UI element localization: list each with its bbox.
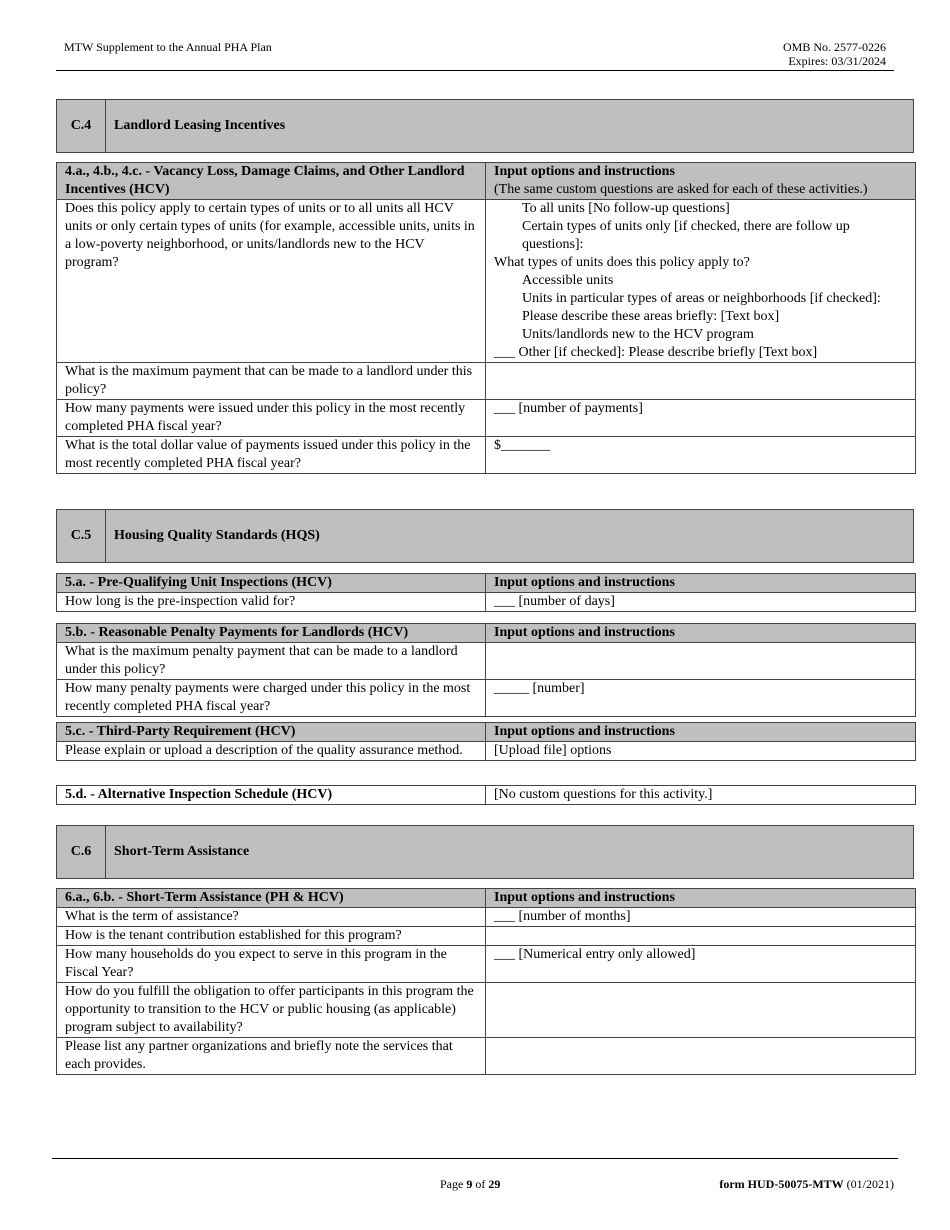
question-max-penalty: What is the maximum penalty payment that can be made to a landlord under this policy?	[57, 643, 486, 680]
section-number: C.6	[57, 826, 106, 878]
c5a-table	[56, 573, 916, 612]
page-number	[440, 1177, 500, 1192]
option-all-units[interactable]	[494, 200, 907, 218]
omb-number: OMB No. 2577-0226	[782, 40, 886, 54]
checkbox-icon	[514, 203, 515, 213]
c4-table	[56, 162, 916, 474]
answer-transition-obligation[interactable]	[486, 983, 916, 1038]
question-quality-assurance: Please explain or upload a description of the quality assurance method.	[57, 742, 486, 761]
option-label: Accessible units	[522, 273, 614, 288]
section-title: Short-Term Assistance	[114, 844, 250, 859]
section-number: C.4	[57, 100, 106, 152]
checkbox-icon	[514, 293, 515, 303]
c5b-column-header-input: Input options and instructions	[486, 624, 916, 643]
c5d-no-questions-note: [No custom questions for this activity.]	[486, 786, 916, 805]
total-pages: 29	[488, 1177, 501, 1191]
header-omb-block	[783, 40, 886, 68]
c5c-column-header-activity: 5.c. - Third-Party Requirement (HCV)	[57, 723, 486, 742]
c5a-column-header-input: Input options and instructions	[486, 574, 916, 593]
c5c-table	[56, 722, 916, 761]
option-label: Certain types of units only [if checked, there are follow up questions]:	[522, 219, 850, 252]
c5d-table	[56, 785, 916, 805]
question-tenant-contribution: How is the tenant contribution established for this program?	[57, 927, 486, 946]
c4-column-header-activity: 4.a., 4.b., 4.c. - Vacancy Loss, Damage Claims, and Other Landlord Incentives (HCV)	[57, 163, 486, 200]
current-page: 9	[466, 1177, 473, 1191]
answer-unit-types	[486, 200, 916, 363]
question-transition-obligation: How do you fulfill the obligation to offer participants in this program the opportunity to transition to the HCV or public housing (as applicable) program subject to availability?	[57, 983, 486, 1038]
answer-penalty-count[interactable]: _____ [number]	[486, 680, 916, 717]
option-accessible-units[interactable]	[494, 272, 907, 290]
header-form-title: MTW Supplement to the Annual PHA Plan	[64, 40, 272, 54]
option-label: To all units [No follow-up questions]	[522, 201, 730, 216]
checkbox-icon	[514, 221, 515, 231]
option-label: Units/landlords new to the HCV program	[522, 327, 754, 342]
answer-partner-organizations[interactable]	[486, 1038, 916, 1075]
section-c5-header	[56, 509, 914, 563]
c6-column-header-activity: 6.a., 6.b. - Short-Term Assistance (PH & HCV)	[57, 889, 486, 908]
option-new-landlords[interactable]	[494, 326, 907, 344]
question-max-payment: What is the maximum payment that can be made to a landlord under this policy?	[57, 363, 486, 400]
form-date: (01/2021)	[846, 1177, 894, 1191]
option-area-units[interactable]	[494, 290, 907, 326]
answer-assistance-term[interactable]: ___ [number of months]	[486, 908, 916, 927]
input-header-note: (The same custom questions are asked for each of these activities.)	[494, 182, 868, 197]
section-title: Landlord Leasing Incentives	[114, 118, 286, 133]
c5b-column-header-activity: 5.b. - Reasonable Penalty Payments for Landlords (HCV)	[57, 624, 486, 643]
section-c6-header	[56, 825, 914, 879]
option-other[interactable]: ___ Other [if checked]: Please describe briefly [Text box]	[494, 345, 818, 360]
page-of: of	[475, 1177, 486, 1191]
checkbox-icon	[514, 275, 515, 285]
section-title: Housing Quality Standards (HQS)	[114, 528, 320, 543]
answer-quality-assurance[interactable]: [Upload file] options	[486, 742, 916, 761]
c6-column-header-input: Input options and instructions	[486, 889, 916, 908]
option-label: Units in particular types of areas or neighborhoods [if checked]: Please describe these areas briefly: [Text box]	[522, 291, 881, 324]
c5b-table	[56, 623, 916, 717]
answer-inspection-validity[interactable]: ___ [number of days]	[486, 593, 916, 612]
c5c-column-header-input: Input options and instructions	[486, 723, 916, 742]
follow-up-question: What types of units does this policy apply to?	[494, 255, 750, 270]
footer-rule	[52, 1158, 898, 1159]
question-partner-organizations: Please list any partner organizations and briefly note the services that each provides.	[57, 1038, 486, 1075]
question-penalty-count: How many penalty payments were charged under this policy in the most recently completed PHA fiscal year?	[57, 680, 486, 717]
question-inspection-validity: How long is the pre-inspection valid for?	[57, 593, 486, 612]
answer-payment-total[interactable]: $_______	[486, 437, 916, 474]
question-assistance-term: What is the term of assistance?	[57, 908, 486, 927]
input-header-label: Input options and instructions	[494, 164, 675, 179]
form-number: form HUD-50075-MTW	[719, 1177, 844, 1191]
header-rule	[56, 70, 894, 71]
c4-column-header-input	[486, 163, 916, 200]
c5a-column-header-activity: 5.a. - Pre-Qualifying Unit Inspections (HCV)	[57, 574, 486, 593]
question-unit-types: Does this policy apply to certain types of units or to all units all HCV units or only certain types of units (for example, accessible units, units in a low-poverty neighborhood, or units/landlords new to the HCV program?	[57, 200, 486, 363]
page-prefix: Page	[440, 1177, 464, 1191]
section-number: C.5	[57, 510, 106, 562]
question-households-served: How many households do you expect to serve in this program in the Fiscal Year?	[57, 946, 486, 983]
question-payment-count: How many payments were issued under this policy in the most recently completed PHA fiscal year?	[57, 400, 486, 437]
section-c4-header	[56, 99, 914, 153]
answer-households-served[interactable]: ___ [Numerical entry only allowed]	[486, 946, 916, 983]
answer-max-penalty[interactable]	[486, 643, 916, 680]
answer-tenant-contribution[interactable]	[486, 927, 916, 946]
question-payment-total: What is the total dollar value of payments issued under this policy in the most recently completed PHA fiscal year?	[57, 437, 486, 474]
checkbox-icon	[514, 329, 515, 339]
c5d-activity-title: 5.d. - Alternative Inspection Schedule (HCV)	[57, 786, 486, 805]
answer-payment-count[interactable]: ___ [number of payments]	[486, 400, 916, 437]
expiration-date: Expires: 03/31/2024	[788, 54, 886, 68]
form-identifier	[719, 1177, 894, 1192]
c6-table	[56, 888, 916, 1075]
answer-max-payment[interactable]	[486, 363, 916, 400]
option-certain-units[interactable]	[494, 218, 907, 254]
